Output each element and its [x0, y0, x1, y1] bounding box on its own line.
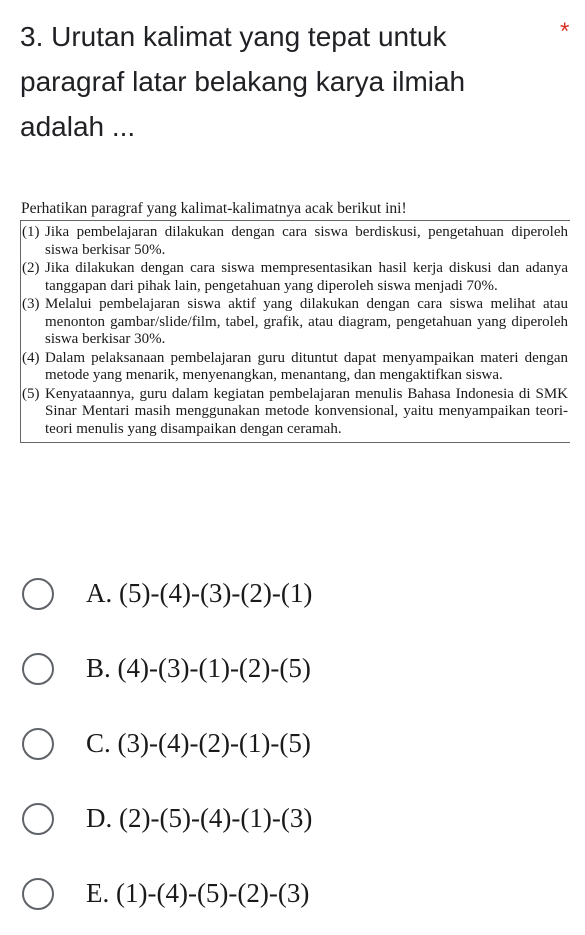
option-label[interactable]: C. (3)-(4)-(2)-(1)-(5): [86, 728, 311, 758]
sentence-3: [22, 296, 568, 349]
option-e[interactable]: [20, 856, 560, 931]
radio-button-icon[interactable]: [22, 803, 54, 835]
option-b[interactable]: [20, 631, 560, 706]
sentence-text: Dalam pelaksanaan pembelajaran guru dituntut dapat menyampaikan materi dengan metode yang menarik, menyenangkan, menantang, dan mengaktifkan siswa.: [45, 349, 568, 383]
sentence-number: (5): [22, 385, 40, 402]
passage-box: [20, 220, 570, 443]
option-label[interactable]: B. (4)-(3)-(1)-(2)-(5): [86, 653, 311, 683]
option-d[interactable]: [20, 781, 560, 856]
radio-button-icon[interactable]: [22, 653, 54, 685]
sentence-5: [22, 386, 568, 439]
sentence-4: [22, 350, 568, 385]
sentence-text: Melalui pembelajaran siswa aktif yang dilakukan dengan cara siswa melihat atau menonton gambar/slide/film, tabel, grafik, atau diagram, pengetahuan yang diperoleh siswa berkisar 30%.: [45, 296, 568, 347]
option-label[interactable]: E. (1)-(4)-(5)-(2)-(3): [86, 878, 310, 908]
radio-button-icon[interactable]: [22, 878, 54, 910]
passage-intro: Perhatikan paragraf yang kalimat-kalimatnya acak berikut ini!: [21, 200, 407, 217]
radio-button-icon[interactable]: [22, 578, 54, 610]
sentence-number: (2): [22, 260, 40, 276]
radio-button-icon[interactable]: [22, 728, 54, 760]
sentence-2: [22, 260, 568, 295]
option-label[interactable]: A. (5)-(4)-(3)-(2)-(1): [86, 578, 313, 608]
option-a[interactable]: [20, 556, 560, 631]
answer-options: [20, 556, 560, 931]
sentence-text: Kenyataannya, guru dalam kegiatan pembelajaran menulis Bahasa Indonesia di SMK Sinar Mentari masih menggunakan metode konvensional, yaitu menyampaikan teori-teori menulis yang disampaikan dengan ceramah.: [45, 385, 568, 437]
sentence-text: Jika pembelajaran dilakukan dengan cara siswa berdiskusi, pengetahuan diperoleh siswa berkisar 50%.: [45, 224, 568, 258]
option-label[interactable]: D. (2)-(5)-(4)-(1)-(3): [86, 803, 313, 833]
sentence-1: [22, 224, 568, 259]
required-asterisk: *: [560, 18, 570, 45]
option-c[interactable]: [20, 706, 560, 781]
sentence-number: (3): [22, 296, 40, 312]
sentence-number: (4): [22, 349, 40, 366]
sentence-text: Jika dilakukan dengan cara siswa mempresentasikan hasil kerja diskusi dan adanya tanggapan dari pihak lain, pengetahuan yang diperoleh siswa menjadi 70%.: [45, 260, 568, 294]
passage-image: [20, 200, 570, 443]
sentence-number: (1): [22, 224, 40, 240]
question-title: 3. Urutan kalimat yang tepat untuk paragraf latar belakang karya ilmiah adalah ...: [20, 21, 466, 142]
